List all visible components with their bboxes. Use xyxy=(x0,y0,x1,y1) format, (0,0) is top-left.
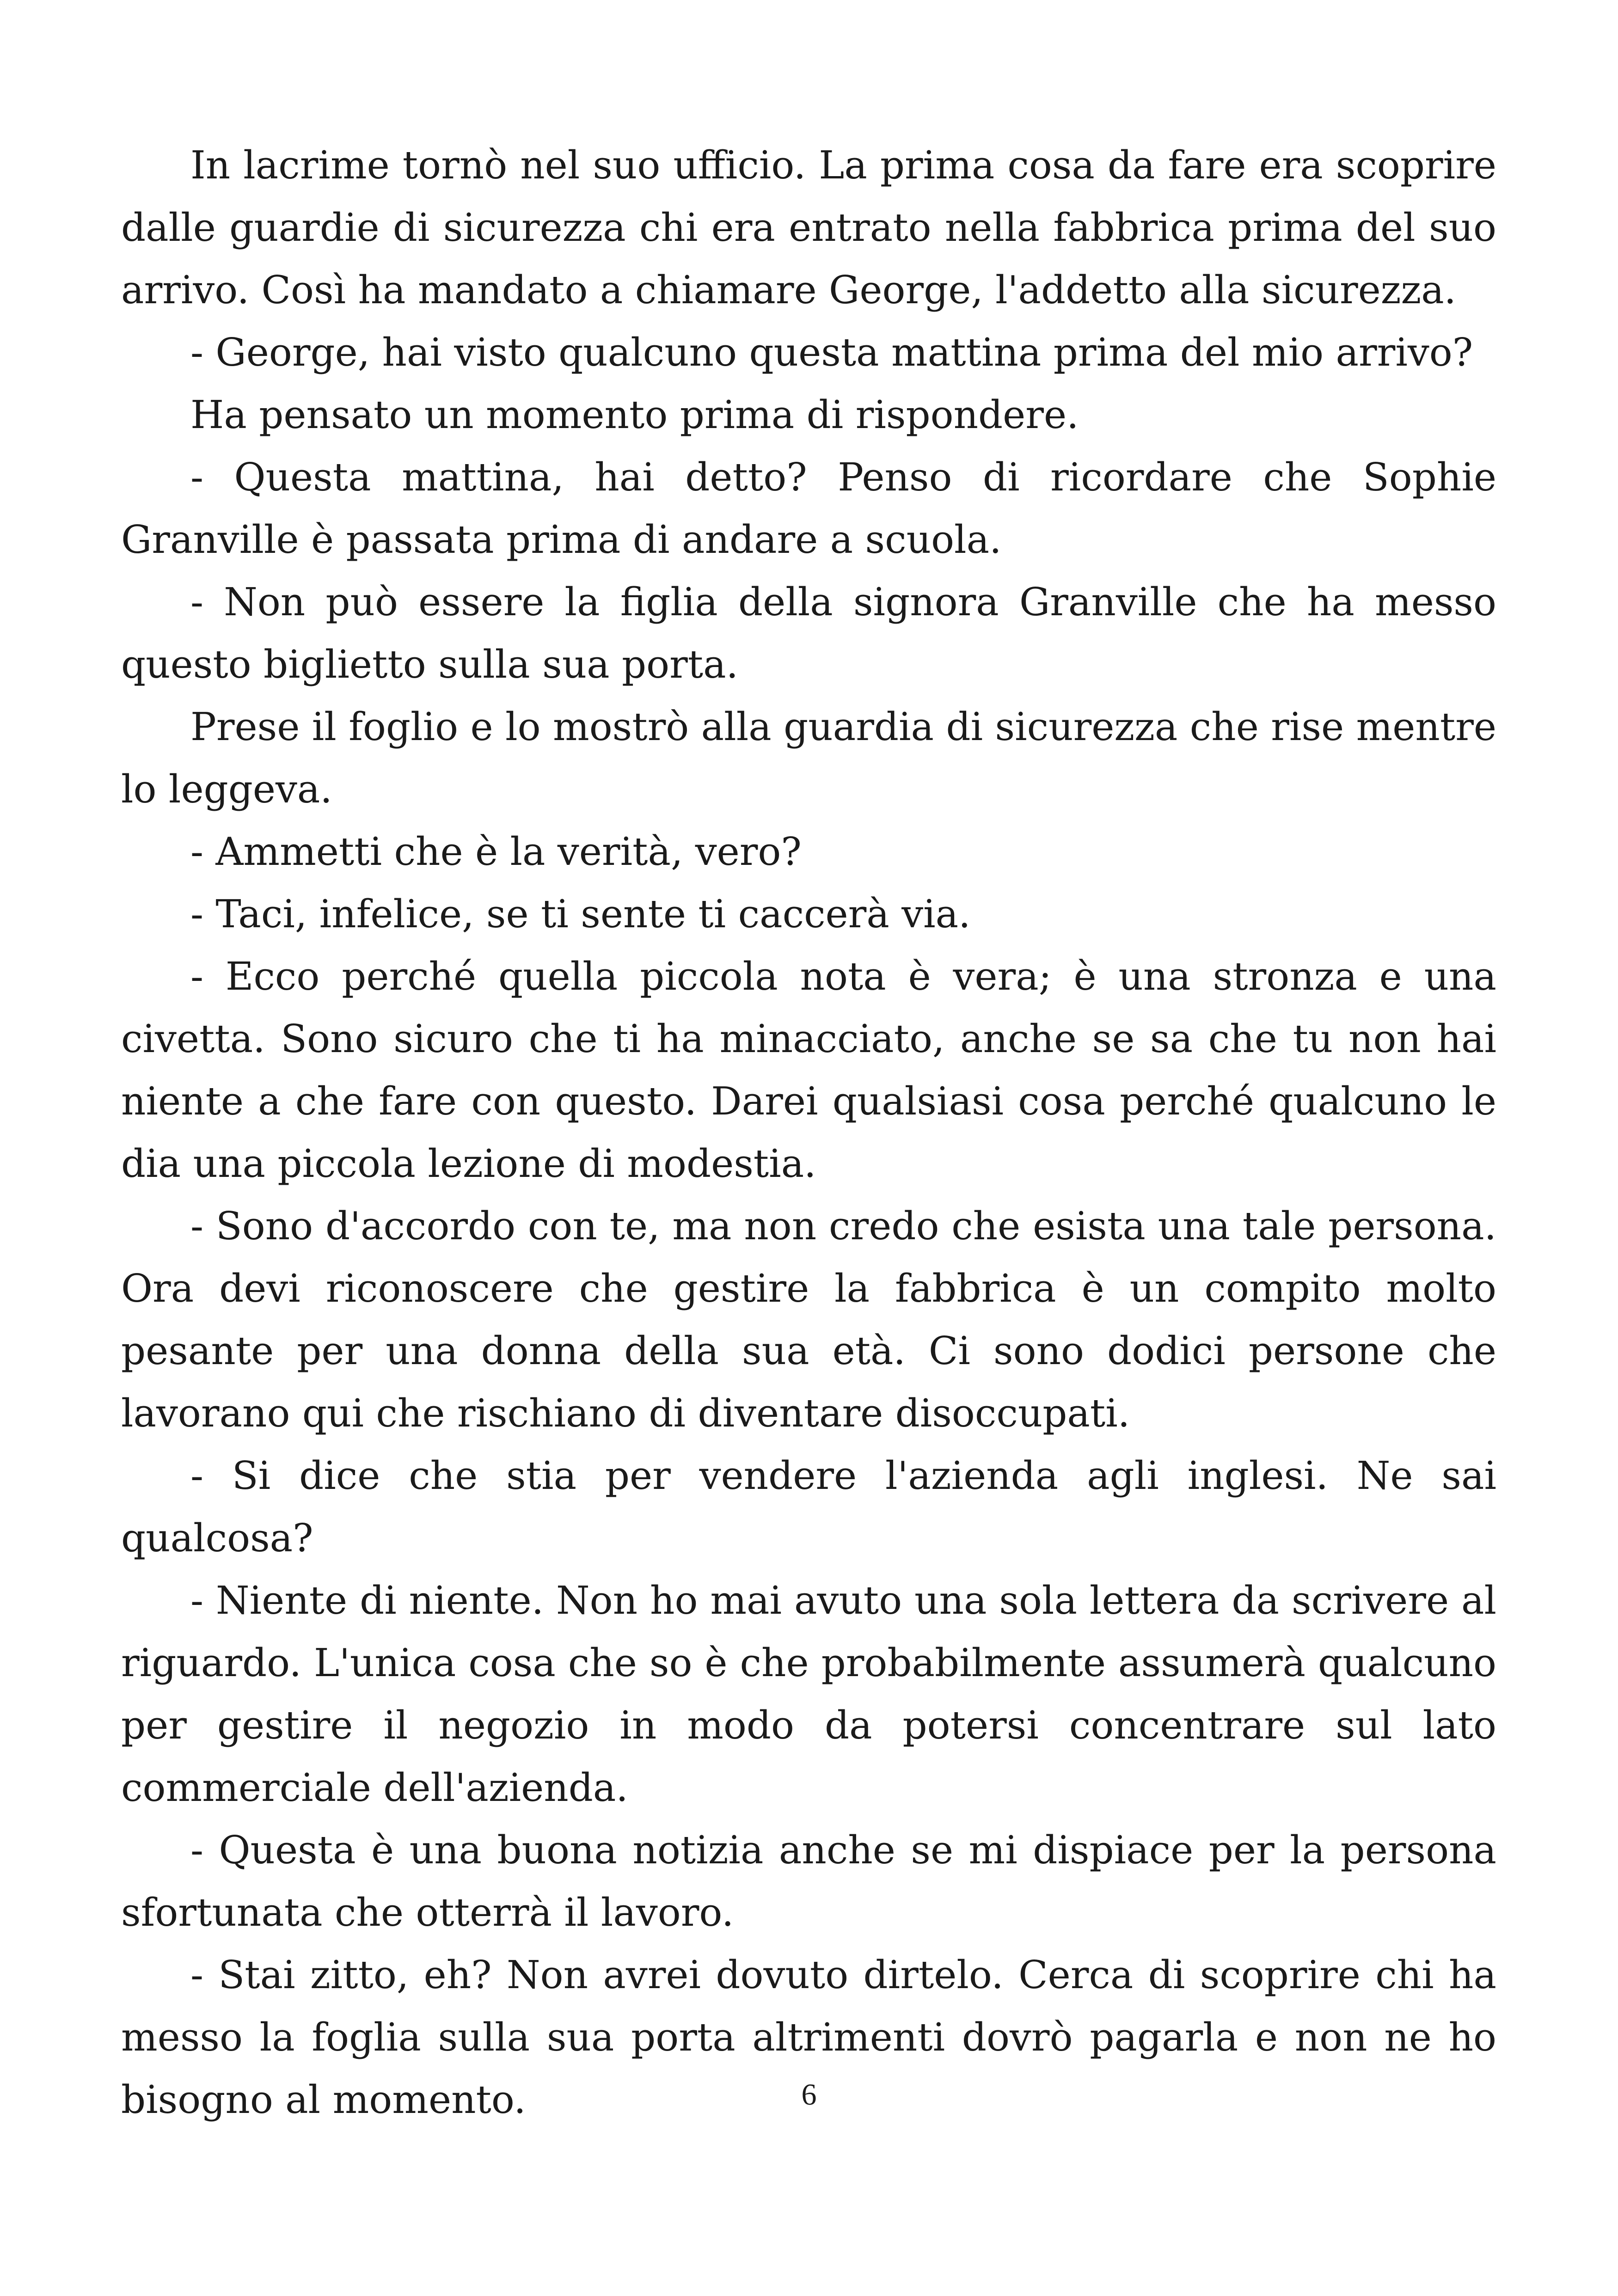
paragraph: - Non può essere la figlia della signora Granville che ha messo questo biglietto sulla sua porta. xyxy=(121,580,1496,687)
paragraph: - Questa mattina, hai detto? Penso di ricordare che Sophie Granville è passata prima di andare a scuola. xyxy=(121,455,1496,562)
page-number: 6 xyxy=(801,2078,817,2112)
paragraph: - Ammetti che è la verità, vero? xyxy=(190,829,802,874)
paragraph: - Questa è una buona notizia anche se mi dispiace per la persona sfortunata che otterrà il lavoro. xyxy=(121,1828,1496,1935)
paragraph: Prese il foglio e lo mostrò alla guardia di sicurezza che rise mentre lo leggeva. xyxy=(121,704,1496,812)
page-body xyxy=(121,134,1496,2131)
paragraph: - Stai zitto, eh? Non avrei dovuto dirtelo. Cerca di scoprire chi ha messo la foglia sulla sua porta altrimenti dovrò pagarla e non ne ho bisogno al momento. xyxy=(121,1953,1496,2122)
paragraph: In lacrime tornò nel suo ufficio. La prima cosa da fare era scoprire dalle guardie di sicurezza chi era entrato nella fabbrica prima del suo arrivo. Così ha mandato a chiamare George, l'addetto alla sicurezza. xyxy=(121,143,1496,312)
paragraph: - Niente di niente. Non ho mai avuto una sola lettera da scrivere al riguardo. L'unica cosa che so è che probabilmente assumerà qualcuno per gestire il negozio in modo da potersi concentrare sul lato commerciale dell'azienda. xyxy=(121,1578,1496,1810)
paragraph: Ha pensato un momento prima di rispondere. xyxy=(190,392,1079,437)
paragraph: - Sono d'accordo con te, ma non credo che esista una tale persona. Ora devi riconoscere che gestire la fabbrica è un compito molto pesante per una donna della sua età. Ci sono dodici persone che lavorano qui che rischiano di diventare disoccupati. xyxy=(121,1204,1496,1436)
paragraph: - Taci, infelice, se ti sente ti caccerà via. xyxy=(190,892,971,937)
paragraph: - Ecco perché quella piccola nota è vera; è una stronza e una civetta. Sono sicuro che ti ha minacciato, anche se sa che tu non hai niente a che fare con questo. Darei qualsiasi cosa perché qualcuno le dia una piccola lezione di modestia. xyxy=(121,954,1496,1186)
paragraph: - George, hai visto qualcuno questa mattina prima del mio arrivo? xyxy=(190,330,1473,375)
paragraph: - Si dice che stia per vendere l'azienda agli inglesi. Ne sai qualcosa? xyxy=(121,1453,1496,1561)
